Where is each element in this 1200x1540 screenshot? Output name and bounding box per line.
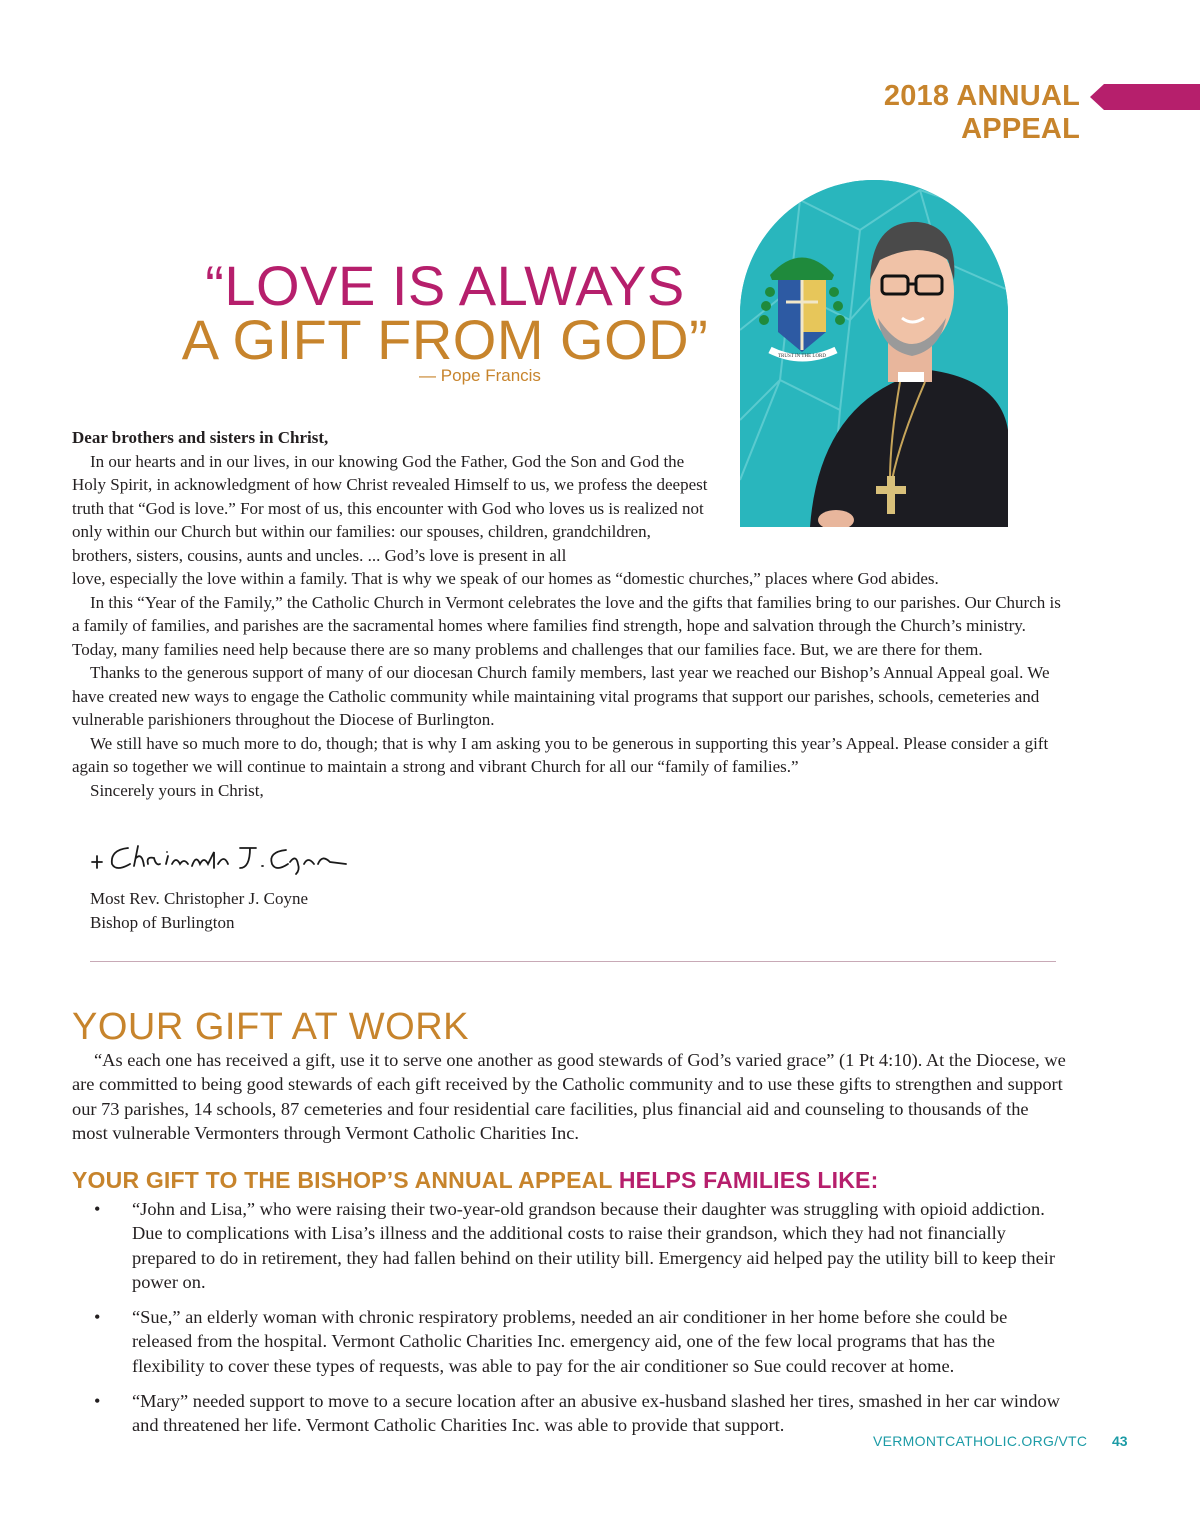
quote-attribution: — Pope Francis	[419, 366, 541, 385]
svg-text:TRUST IN THE LORD: TRUST IN THE LORD	[777, 354, 827, 359]
gift-paragraph: “As each one has received a gift, use it to serve one another as good stewards of God’s varied grace” (1 Pt 4:10). At the Diocese, we are committed to being good stewards of each gift received by the Catholic community and to use these gifts to strengthen and support our 73 parishes, 14 schools, 87 cemeteries and four residential care facilities, plus financial aid and counseling to thousands of the most vulnerable Vermonters through Vermont Catholic Charities Inc.	[72, 1050, 1066, 1143]
section-divider	[90, 961, 1056, 962]
signer-name: Most Rev. Christopher J. Coyne	[90, 889, 309, 908]
list-item	[72, 1197, 1072, 1294]
family-stories-list	[72, 1197, 1072, 1449]
list-item	[72, 1305, 1072, 1378]
family-story-text: “Mary” needed support to move to a secure location after an abusive ex-husband slashed her tires, smashed in her car window and threatened her life. Vermont Catholic Charities Inc. was able to provide that support.	[132, 1391, 1060, 1436]
bullet-icon: •	[94, 1391, 101, 1412]
quote-line-1: “LOVE IS ALWAYS	[205, 254, 685, 317]
letter-paragraph-1b: love, especially the love within a family. That is why we speak of our homes as “domestic churches,” places where God abides.	[72, 569, 939, 588]
letter-paragraph-3: Thanks to the generous support of many of our diocesan Church family members, last year we reached our Bishop’s Annual Appeal goal. We have created new ways to engage the Catholic community while maintaining vital programs that support our parishes, schools, cemeteries and vulnerable parishioners throughout the Diocese of Burlington.	[72, 663, 1050, 729]
signer-title: Bishop of Burlington	[90, 912, 235, 932]
letter-paragraph-2: In this “Year of the Family,” the Catholic Church in Vermont celebrates the love and the gifts that families bring to our parishes. Our Church is a family of families, and parishes are the sacramental homes where families find strength, hope and salvation through the Church’s ministry. Today, many families need help because there are so many problems and challenges that our families face. But, we are there for them.	[72, 592, 1061, 659]
footer-url: VERMONTCATHOLIC.ORG/VTC	[873, 1433, 1088, 1449]
letter-paragraph-4: We still have so much more to do, though; that is why I am asking you to be generous in supporting this year’s Appeal. Please consider a gift again so together we will continue to maintain a strong and vibrant Church for all our “family of families.”	[72, 733, 1049, 776]
family-story-text: “John and Lisa,” who were raising their two-year-old grandson because their daughter was struggling with opioid addiction. Due to complications with Lisa’s illness and the additional costs to raise their grandson, which they had not financially prepared to do in retirement, they had fallen behind on their utility bill. Emergency aid helped pay the utility bill to keep their power on.	[132, 1199, 1056, 1292]
header-accent-bar	[1090, 84, 1200, 110]
letter-paragraph-1a: In our hearts and in our lives, in our knowing God the Father, God the Son and God the Holy Spirit, in acknowledgment of how Christ revealed Himself to us, we profess the deepest truth that “God is love.” For most of us, this encounter with God who loves us is realized not only within our Church but within our families: our spouses, children, grandchildren, brothers, sisters, cousins, aunts and uncles. ... God’s love is present in all	[72, 451, 708, 565]
page-number: 43	[1112, 1433, 1128, 1449]
helps-families-heading	[72, 1167, 878, 1194]
bullet-icon: •	[94, 1199, 101, 1219]
letter-closing: Sincerely yours in Christ,	[90, 780, 264, 800]
helps-families-heading-a: YOUR GIFT TO THE BISHOP’S ANNUAL APPEAL	[72, 1167, 613, 1193]
section-header: 2018 ANNUAL APPEAL	[883, 80, 1080, 145]
handwritten-signature	[90, 838, 350, 878]
quote-line-2: A GIFT FROM GOD”	[181, 308, 709, 371]
helps-families-heading-b: HELPS FAMILIES LIKE:	[618, 1167, 879, 1193]
family-story-text: “Sue,” an elderly woman with chronic respiratory problems, needed an air conditioner in her home before she could be released from the hospital. Vermont Catholic Charities Inc. emergency aid, one of the few local programs that has the flexibility to cover these types of requests, was able to pay for the air conditioner so Sue could recover at home.	[132, 1307, 1008, 1376]
bishop-letter	[72, 426, 1062, 802]
letter-salutation: Dear brothers and sisters in Christ,	[72, 428, 329, 447]
signature-block	[90, 838, 350, 934]
list-item	[72, 1389, 1072, 1438]
gift-section-title: YOUR GIFT AT WORK	[72, 1006, 469, 1048]
bullet-icon: •	[94, 1307, 101, 1328]
